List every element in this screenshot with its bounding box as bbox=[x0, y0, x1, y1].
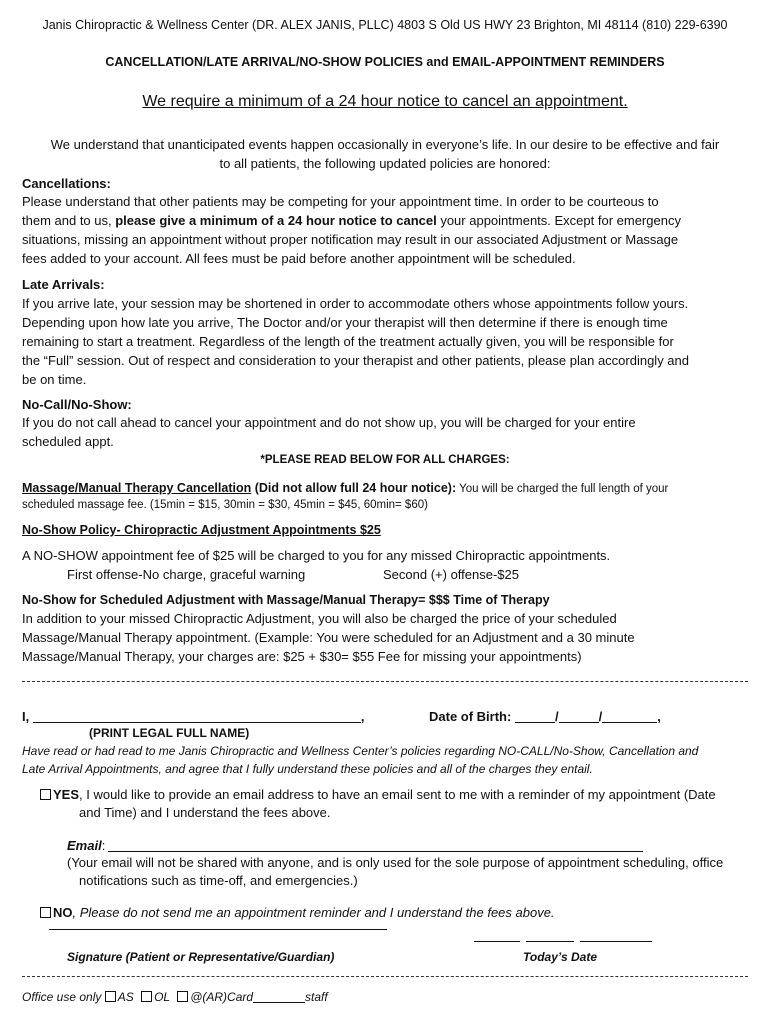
late-line-4: the “Full” session. Out of respect and consideration to your therapist and other patients, please plan accordingly and bbox=[22, 353, 689, 368]
office-divider bbox=[22, 976, 748, 977]
cancellations-heading: Cancellations: bbox=[22, 176, 111, 191]
cancellations-line-2a: them and to us, bbox=[22, 213, 116, 228]
dob-year-field[interactable] bbox=[602, 722, 657, 723]
no-call-heading: No-Call/No-Show: bbox=[22, 397, 132, 412]
combo-line-2: Massage/Manual Therapy appointment. (Example: You were scheduled for an Adjustment and a 30 minute bbox=[22, 630, 635, 645]
massage-policy-bold: (Did not allow full 24 hour notice): bbox=[251, 481, 457, 495]
second-offense: Second (+) offense-$25 bbox=[383, 567, 519, 582]
card-label: @(AR)Card bbox=[190, 990, 254, 1004]
massage-policy-tail: You will be charged the full length of your bbox=[456, 483, 669, 495]
today-date-label: Today’s Date bbox=[523, 950, 598, 964]
dob-label: Date of Birth: bbox=[429, 709, 515, 724]
as-checkbox[interactable] bbox=[105, 991, 116, 1002]
today-date-year[interactable] bbox=[580, 929, 652, 942]
dob-comma: , bbox=[657, 709, 661, 724]
notice-heading: We require a minimum of a 24 hour notice to cancel an appointment. bbox=[142, 93, 628, 110]
cancellations-line-4: fees added to your account. All fees must be paid before another appointment will be scheduled. bbox=[22, 251, 576, 266]
intro-line-2: to all patients, the following updated policies are honored: bbox=[219, 156, 551, 171]
today-date-month[interactable] bbox=[474, 929, 520, 942]
cancellations-line-2c: your appointments. Except for emergency bbox=[436, 213, 681, 228]
dob-sep-2: / bbox=[598, 709, 603, 724]
yes-checkbox[interactable] bbox=[40, 789, 51, 800]
signature-line[interactable] bbox=[49, 929, 387, 930]
office-use-label: Office use only bbox=[22, 990, 105, 1004]
late-line-3: remaining to start a treatment. Regardless of the length of the treatment actually given, you will be responsible for bbox=[22, 334, 674, 349]
dashed-divider bbox=[22, 681, 748, 682]
email-note-1: (Your email will not be shared with anyone, and is only used for the sole purpose of appointment scheduling, office bbox=[67, 855, 724, 870]
ol-label: OL bbox=[154, 990, 174, 1004]
combo-policy-title: No-Show for Scheduled Adjustment with Massage/Manual Therapy= $$$ Time of Therapy bbox=[22, 593, 550, 607]
charges-heading: *PLEASE READ BELOW FOR ALL CHARGES: bbox=[260, 454, 510, 466]
massage-policy-line-2: scheduled massage fee. (15min = $15, 30min = $30, 45min = $45, 60min= $60) bbox=[22, 499, 428, 511]
no-checkbox[interactable] bbox=[40, 907, 51, 918]
print-name-label: (PRINT LEGAL FULL NAME) bbox=[89, 726, 250, 740]
acknowledgement-line-2: Late Arrival Appointments, and agree that I fully understand these policies and all of the charges they entail. bbox=[22, 762, 593, 776]
letterhead: Janis Chiropractic & Wellness Center (DR. ALEX JANIS, PLLC) 4803 S Old US HWY 23 Brighton, MI 48114 (810) 229-6390 bbox=[42, 18, 728, 32]
late-arrivals-heading: Late Arrivals: bbox=[22, 277, 105, 292]
as-label: AS bbox=[117, 990, 138, 1004]
staff-initials-field[interactable] bbox=[253, 1002, 305, 1003]
yes-text-1: , I would like to provide an email address to have an email sent to me with a reminder of my appointment (Date bbox=[79, 787, 716, 802]
no-option bbox=[40, 905, 555, 920]
massage-policy-title: Massage/Manual Therapy Cancellation bbox=[22, 481, 252, 495]
card-checkbox[interactable] bbox=[177, 991, 188, 1002]
today-date-day[interactable] bbox=[526, 929, 574, 942]
dob-month-field[interactable] bbox=[515, 722, 555, 723]
dob-sep-1: / bbox=[554, 709, 559, 724]
name-prefix: I, bbox=[22, 709, 33, 724]
combo-line-1: In addition to your missed Chiropractic Adjustment, you will also be charged the price of your scheduled bbox=[22, 611, 617, 626]
no-show-line-1: A NO-SHOW appointment fee of $25 will be charged to you for any missed Chiropractic appointments. bbox=[22, 548, 611, 563]
dob-day-field[interactable] bbox=[559, 722, 599, 723]
yes-option bbox=[40, 787, 716, 802]
no-show-policy-title: No-Show Policy- Chiropractic Adjustment Appointments $25 bbox=[22, 523, 381, 537]
yes-text-2: and Time) and I understand the fees above. bbox=[79, 805, 331, 820]
name-comma: , bbox=[360, 709, 365, 724]
email-note-2: notifications such as time-off, and emergencies.) bbox=[79, 873, 358, 888]
office-use-row bbox=[22, 990, 328, 1004]
email-field[interactable] bbox=[108, 851, 643, 852]
yes-label: YES bbox=[53, 787, 80, 802]
massage-policy-line-1 bbox=[22, 481, 668, 495]
legal-name-field[interactable] bbox=[33, 722, 361, 723]
ol-checkbox[interactable] bbox=[141, 991, 152, 1002]
staff-label: staff bbox=[305, 990, 328, 1004]
today-date-line[interactable] bbox=[474, 929, 652, 941]
late-line-5: be on time. bbox=[22, 372, 87, 387]
email-colon: : bbox=[101, 838, 106, 853]
first-offense: First offense-No charge, graceful warning bbox=[67, 567, 306, 582]
no-label: NO bbox=[53, 905, 73, 920]
intro-line-1: We understand that unanticipated events happen occasionally in everyone’s life. In our desire to be effective and fair bbox=[50, 137, 720, 152]
no-call-line-2: scheduled appt. bbox=[22, 434, 114, 449]
cancellations-line-2 bbox=[22, 213, 681, 228]
email-label: Email bbox=[67, 838, 102, 853]
cancellations-line-3: situations, missing an appointment without proper notification may result in our associated Adjustment or Massage bbox=[22, 232, 679, 247]
acknowledgement-line-1: Have read or had read to me Janis Chiropractic and Wellness Center’s policies regarding NO-CALL/No-Show, Cancellation and bbox=[22, 744, 699, 758]
combo-line-3: Massage/Manual Therapy, your charges are: $25 + $30= $55 Fee for missing your appointments) bbox=[22, 649, 582, 664]
page-title: CANCELLATION/LATE ARRIVAL/NO-SHOW POLICIES and EMAIL-APPOINTMENT REMINDERS bbox=[105, 55, 665, 69]
no-call-line-1: If you do not call ahead to cancel your appointment and do not show up, you will be charged for your entire bbox=[22, 415, 636, 430]
cancellations-line-1: Please understand that other patients may be competing for your appointment time. In order to be courteous to bbox=[22, 194, 659, 209]
signature-label: Signature (Patient or Representative/Guardian) bbox=[67, 950, 335, 964]
late-line-2: Depending upon how late you arrive, The Doctor and/or your therapist will then determine if there is enough time bbox=[22, 315, 668, 330]
name-row bbox=[22, 709, 364, 724]
cancellations-emphasis: please give a minimum of a 24 hour notice to cancel bbox=[115, 213, 437, 228]
no-text: , Please do not send me an appointment reminder and I understand the fees above. bbox=[72, 905, 555, 920]
email-row bbox=[67, 838, 643, 853]
late-line-1: If you arrive late, your session may be shortened in order to accommodate others whose appointments follow yours. bbox=[22, 296, 689, 311]
dob-row bbox=[429, 709, 661, 724]
